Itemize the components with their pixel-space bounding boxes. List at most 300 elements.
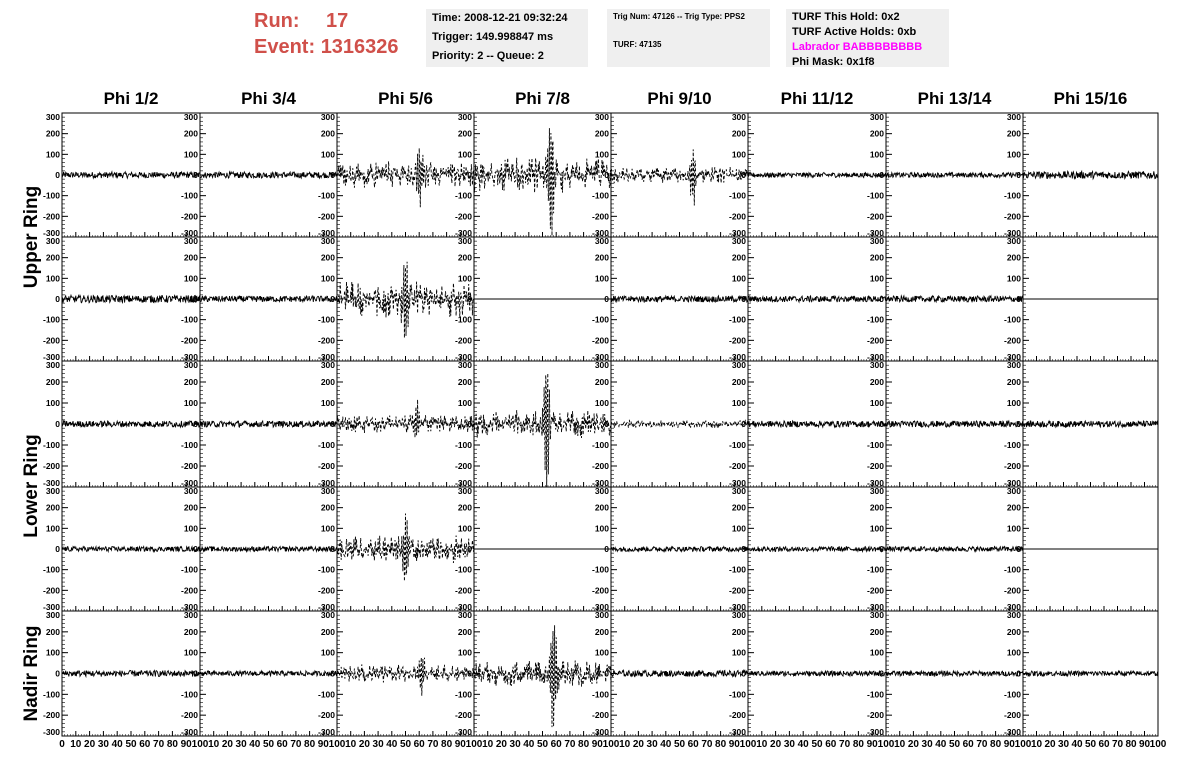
turf-text: TURF: 47135 bbox=[613, 40, 662, 49]
y-tick-label: 100 bbox=[457, 149, 472, 160]
y-tick-label: 200 bbox=[731, 252, 746, 263]
x-tick-label: 10 bbox=[208, 739, 220, 750]
y-tick-label: -200 bbox=[317, 585, 335, 596]
y-tick-label: -300 bbox=[454, 352, 472, 362]
y-tick-label: -200 bbox=[180, 585, 198, 596]
y-tick-label: -100 bbox=[591, 190, 609, 201]
x-tick-label: 50 bbox=[125, 739, 137, 750]
x-tick-label: 70 bbox=[153, 739, 165, 750]
y-tick-label: 0 bbox=[330, 170, 335, 180]
y-tick-label: 100 bbox=[731, 647, 746, 658]
y-tick-label: -200 bbox=[454, 335, 472, 346]
y-tick-label: -300 bbox=[866, 602, 884, 612]
y-tick-label: -100 bbox=[317, 190, 335, 201]
y-tick-label: -100 bbox=[317, 564, 335, 575]
x-tick-label: 90 bbox=[180, 739, 192, 750]
turf-this-hold-text: TURF This Hold: 0x2 bbox=[792, 11, 900, 23]
y-tick-label: 0 bbox=[55, 668, 60, 679]
y-tick-label: -100 bbox=[866, 564, 884, 575]
waveform-trace bbox=[337, 658, 474, 696]
x-tick-label: 100 bbox=[739, 739, 757, 750]
y-tick-label: -100 bbox=[42, 564, 60, 575]
waveform-trace bbox=[1023, 421, 1158, 427]
y-tick-label: 200 bbox=[45, 502, 60, 513]
y-tick-label: -200 bbox=[591, 585, 609, 596]
y-tick-label: 0 bbox=[467, 544, 472, 554]
y-tick-label: -200 bbox=[866, 335, 884, 346]
y-tick-label: 200 bbox=[731, 502, 746, 513]
phi-mask-text: Phi Mask: 0x1f8 bbox=[792, 56, 875, 68]
waveform-trace bbox=[62, 547, 200, 552]
y-tick-label: 100 bbox=[457, 647, 472, 658]
y-tick-label: 0 bbox=[741, 544, 746, 554]
waveform-trace bbox=[62, 172, 200, 178]
y-tick-label: -200 bbox=[591, 710, 609, 721]
y-tick-label: 0 bbox=[193, 170, 198, 180]
y-tick-label: -100 bbox=[591, 564, 609, 575]
y-tick-label: 100 bbox=[594, 647, 609, 658]
x-tick-label: 70 bbox=[976, 739, 988, 750]
y-tick-label: 0 bbox=[193, 544, 198, 554]
waveform-trace bbox=[611, 547, 748, 552]
y-tick-label: -300 bbox=[317, 352, 335, 362]
y-tick-label: 100 bbox=[183, 523, 198, 534]
y-tick-label: -100 bbox=[42, 314, 60, 325]
waveform-trace bbox=[337, 148, 474, 207]
y-tick-label: 0 bbox=[741, 668, 746, 679]
y-tick-label: 100 bbox=[869, 647, 884, 658]
x-tick-label: 0 bbox=[59, 739, 65, 750]
column-header: Phi 13/14 bbox=[917, 89, 992, 108]
y-tick-label: 0 bbox=[879, 544, 884, 554]
y-tick-label: 200 bbox=[1006, 626, 1021, 637]
y-tick-label: 300 bbox=[1006, 486, 1021, 496]
x-tick-label: 50 bbox=[1084, 739, 1097, 750]
run-value: 17 bbox=[326, 10, 349, 32]
y-tick-label: -100 bbox=[728, 689, 746, 700]
y-tick-label: -100 bbox=[180, 440, 198, 450]
waveform-trace bbox=[200, 671, 337, 676]
trig-num-text: Trig Num: 47126 -- Trig Type: PPS2 bbox=[613, 12, 745, 21]
y-tick-label: -200 bbox=[42, 461, 60, 471]
y-tick-label: -100 bbox=[1003, 564, 1021, 575]
y-tick-label: 0 bbox=[330, 419, 335, 429]
y-tick-label: 0 bbox=[55, 170, 60, 180]
y-tick-label: 300 bbox=[320, 610, 335, 620]
column-header: Phi 9/10 bbox=[647, 89, 712, 108]
x-tick-label: 10 bbox=[482, 739, 494, 750]
time-text: Time: 2008-12-21 09:32:24 bbox=[432, 12, 568, 24]
column-header: Phi 1/2 bbox=[103, 89, 159, 108]
y-tick-label: 200 bbox=[320, 128, 335, 139]
x-tick-label: 20 bbox=[1044, 739, 1056, 750]
y-tick-label: 200 bbox=[183, 252, 198, 263]
y-tick-label: -100 bbox=[1003, 190, 1021, 201]
waveform-trace bbox=[200, 296, 337, 302]
waveform-trace bbox=[748, 421, 886, 427]
y-tick-label: -100 bbox=[454, 564, 472, 575]
waveform-trace bbox=[748, 296, 886, 302]
y-tick-label: 200 bbox=[869, 377, 884, 387]
y-tick-label: 0 bbox=[55, 544, 60, 554]
y-tick-label: -300 bbox=[454, 478, 472, 488]
y-tick-label: -200 bbox=[1003, 461, 1021, 471]
x-tick-label: 70 bbox=[427, 739, 439, 750]
x-tick-label: 80 bbox=[166, 739, 178, 750]
y-tick-label: 300 bbox=[869, 610, 884, 620]
y-tick-label: 300 bbox=[594, 360, 609, 370]
y-tick-label: -100 bbox=[728, 190, 746, 201]
y-tick-label: 100 bbox=[869, 523, 884, 534]
x-tick-label: 10 bbox=[70, 739, 82, 750]
x-tick-label: 80 bbox=[852, 739, 864, 750]
x-tick-label: 50 bbox=[262, 739, 275, 750]
y-tick-label: -100 bbox=[866, 440, 884, 450]
waveform-trace bbox=[886, 421, 1023, 427]
x-tick-label: 30 bbox=[509, 739, 521, 750]
x-tick-label: 50 bbox=[399, 739, 412, 750]
y-tick-label: -200 bbox=[42, 585, 60, 596]
y-tick-label: -300 bbox=[42, 228, 60, 238]
x-tick-label: 100 bbox=[1014, 739, 1032, 750]
y-tick-label: -200 bbox=[454, 585, 472, 596]
y-tick-label: 200 bbox=[731, 128, 746, 139]
waveform-trace bbox=[886, 296, 1023, 302]
y-tick-label: 200 bbox=[594, 252, 609, 263]
y-tick-label: 200 bbox=[457, 377, 472, 387]
ring-label: Upper Ring bbox=[21, 185, 42, 289]
y-tick-label: -100 bbox=[317, 314, 335, 325]
x-tick-label: 70 bbox=[564, 739, 576, 750]
x-tick-label: 20 bbox=[221, 739, 233, 750]
y-tick-label: 100 bbox=[1006, 273, 1021, 284]
y-tick-label: 300 bbox=[183, 112, 198, 122]
x-tick-label: 70 bbox=[839, 739, 851, 750]
y-tick-label: -100 bbox=[454, 314, 472, 325]
y-tick-label: 300 bbox=[320, 360, 335, 370]
y-tick-label: -200 bbox=[591, 335, 609, 346]
x-tick-label: 30 bbox=[646, 739, 658, 750]
y-tick-label: -300 bbox=[180, 478, 198, 488]
y-tick-label: 0 bbox=[604, 294, 609, 304]
x-tick-label: 100 bbox=[602, 739, 620, 750]
y-tick-label: -200 bbox=[454, 710, 472, 721]
y-tick-label: -300 bbox=[180, 352, 198, 362]
x-tick-label: 20 bbox=[907, 739, 919, 750]
y-tick-label: 100 bbox=[1006, 398, 1021, 408]
y-tick-label: -100 bbox=[866, 689, 884, 700]
x-tick-label: 30 bbox=[921, 739, 933, 750]
waveform-trace bbox=[1023, 171, 1158, 178]
y-tick-label: 300 bbox=[731, 236, 746, 246]
y-tick-label: -200 bbox=[866, 585, 884, 596]
y-tick-label: -300 bbox=[42, 478, 60, 488]
x-tick-label: 20 bbox=[632, 739, 644, 750]
y-tick-label: -100 bbox=[180, 564, 198, 575]
waveform-trace bbox=[474, 128, 611, 236]
x-tick-label: 90 bbox=[1003, 739, 1015, 750]
x-tick-label: 90 bbox=[317, 739, 329, 750]
y-tick-label: -300 bbox=[454, 727, 472, 737]
x-tick-label: 50 bbox=[673, 739, 686, 750]
y-tick-label: 0 bbox=[604, 668, 609, 679]
x-tick-label: 30 bbox=[235, 739, 247, 750]
y-tick-label: 300 bbox=[1006, 112, 1021, 122]
y-tick-label: -200 bbox=[591, 211, 609, 222]
y-tick-label: 100 bbox=[1006, 523, 1021, 534]
y-tick-label: -100 bbox=[866, 190, 884, 201]
y-tick-label: 200 bbox=[869, 128, 884, 139]
y-tick-label: 300 bbox=[1006, 236, 1021, 246]
column-header: Phi 5/6 bbox=[378, 89, 433, 108]
waveform-trace bbox=[748, 671, 886, 676]
x-tick-label: 10 bbox=[619, 739, 631, 750]
x-tick-label: 80 bbox=[441, 739, 453, 750]
y-tick-label: 200 bbox=[1006, 128, 1021, 139]
y-tick-label: 300 bbox=[320, 112, 335, 122]
y-tick-label: -100 bbox=[728, 564, 746, 575]
y-tick-label: 300 bbox=[731, 610, 746, 620]
x-tick-label: 60 bbox=[276, 739, 288, 750]
y-tick-label: -300 bbox=[728, 352, 746, 362]
y-tick-label: 0 bbox=[741, 294, 746, 304]
y-tick-label: -100 bbox=[317, 440, 335, 450]
x-tick-label: 80 bbox=[578, 739, 590, 750]
y-tick-label: 200 bbox=[457, 502, 472, 513]
y-tick-label: 200 bbox=[869, 502, 884, 513]
waveform-trace bbox=[474, 625, 611, 727]
y-tick-label: 300 bbox=[320, 486, 335, 496]
column-header: Phi 15/16 bbox=[1053, 89, 1128, 108]
priority-text: Priority: 2 -- Queue: 2 bbox=[432, 50, 544, 62]
y-tick-label: 300 bbox=[594, 236, 609, 246]
y-tick-label: 300 bbox=[320, 236, 335, 246]
y-tick-label: -100 bbox=[728, 440, 746, 450]
y-tick-label: 100 bbox=[594, 398, 609, 408]
y-tick-label: 200 bbox=[320, 377, 335, 387]
y-tick-label: -300 bbox=[1003, 602, 1021, 612]
y-tick-label: 100 bbox=[594, 149, 609, 160]
y-tick-label: -300 bbox=[1003, 352, 1021, 362]
x-tick-label: 100 bbox=[191, 739, 209, 750]
y-tick-label: -200 bbox=[317, 211, 335, 222]
y-tick-label: 0 bbox=[1016, 544, 1021, 554]
y-tick-label: 100 bbox=[183, 149, 198, 160]
y-tick-label: -300 bbox=[866, 478, 884, 488]
y-tick-label: -200 bbox=[728, 211, 746, 222]
y-tick-label: -100 bbox=[454, 689, 472, 700]
y-tick-label: -200 bbox=[317, 710, 335, 721]
x-tick-label: 10 bbox=[894, 739, 906, 750]
y-tick-label: -200 bbox=[454, 211, 472, 222]
y-tick-label: 300 bbox=[183, 236, 198, 246]
y-tick-label: 300 bbox=[731, 112, 746, 122]
y-tick-label: 100 bbox=[320, 149, 335, 160]
x-tick-label: 40 bbox=[660, 739, 672, 750]
y-tick-label: 100 bbox=[45, 273, 60, 284]
y-tick-label: -200 bbox=[591, 461, 609, 471]
y-tick-label: -300 bbox=[866, 228, 884, 238]
y-tick-label: 200 bbox=[869, 626, 884, 637]
y-tick-label: -200 bbox=[317, 335, 335, 346]
y-tick-label: -200 bbox=[1003, 710, 1021, 721]
y-tick-label: -300 bbox=[317, 228, 335, 238]
y-tick-label: -100 bbox=[591, 689, 609, 700]
y-tick-label: -200 bbox=[42, 211, 60, 222]
y-tick-label: -200 bbox=[866, 710, 884, 721]
y-tick-label: 0 bbox=[467, 294, 472, 304]
x-tick-label: 60 bbox=[1098, 739, 1110, 750]
event-value: 1316326 bbox=[320, 36, 399, 58]
y-tick-label: 300 bbox=[869, 486, 884, 496]
y-tick-label: 200 bbox=[731, 626, 746, 637]
y-tick-label: 0 bbox=[879, 294, 884, 304]
y-tick-label: -300 bbox=[591, 352, 609, 362]
x-tick-label: 80 bbox=[1125, 739, 1137, 750]
y-tick-label: 200 bbox=[320, 252, 335, 263]
y-tick-label: 200 bbox=[320, 502, 335, 513]
waveform-trace bbox=[611, 420, 748, 428]
y-tick-label: -200 bbox=[866, 211, 884, 222]
y-tick-label: -300 bbox=[1003, 228, 1021, 238]
y-tick-label: 100 bbox=[731, 398, 746, 408]
x-tick-label: 10 bbox=[345, 739, 357, 750]
y-tick-label: -200 bbox=[42, 710, 60, 721]
x-tick-label: 50 bbox=[536, 739, 549, 750]
waveform-trace bbox=[62, 421, 200, 427]
y-tick-label: 100 bbox=[320, 647, 335, 658]
y-tick-label: -300 bbox=[180, 602, 198, 612]
waveform-trace bbox=[886, 671, 1023, 676]
y-tick-label: -100 bbox=[454, 440, 472, 450]
y-tick-label: -200 bbox=[180, 211, 198, 222]
waveform-trace bbox=[886, 173, 1023, 178]
y-tick-label: 200 bbox=[45, 128, 60, 139]
y-tick-label: 100 bbox=[1006, 647, 1021, 658]
x-tick-label: 60 bbox=[687, 739, 699, 750]
y-tick-label: -300 bbox=[42, 352, 60, 362]
column-header: Phi 11/12 bbox=[780, 89, 854, 108]
waveform-trace bbox=[62, 295, 200, 302]
y-tick-label: 300 bbox=[594, 112, 609, 122]
y-tick-label: 300 bbox=[1006, 610, 1021, 620]
y-tick-label: 200 bbox=[183, 502, 198, 513]
y-tick-label: 300 bbox=[1006, 360, 1021, 370]
y-tick-label: 200 bbox=[183, 128, 198, 139]
y-tick-label: 0 bbox=[604, 419, 609, 429]
y-tick-label: 100 bbox=[183, 273, 198, 284]
column-header: Phi 7/8 bbox=[515, 89, 570, 108]
y-tick-label: -300 bbox=[591, 602, 609, 612]
event-label: Event: bbox=[254, 36, 316, 58]
y-tick-label: 100 bbox=[869, 398, 884, 408]
waveform-trace bbox=[611, 296, 748, 302]
y-tick-label: 300 bbox=[45, 236, 60, 246]
y-tick-label: 300 bbox=[457, 486, 472, 496]
y-tick-label: 0 bbox=[330, 668, 335, 679]
y-tick-label: 200 bbox=[731, 377, 746, 387]
y-tick-label: 300 bbox=[45, 486, 60, 496]
y-tick-label: 0 bbox=[604, 544, 609, 554]
x-tick-label: 40 bbox=[1071, 739, 1083, 750]
waveform-trace bbox=[474, 373, 611, 487]
y-tick-label: -300 bbox=[180, 228, 198, 238]
y-tick-label: -200 bbox=[866, 461, 884, 471]
y-tick-label: 0 bbox=[1016, 668, 1021, 679]
y-tick-label: -100 bbox=[1003, 314, 1021, 325]
y-tick-label: -300 bbox=[180, 727, 198, 737]
y-tick-label: 300 bbox=[731, 360, 746, 370]
y-tick-label: 200 bbox=[457, 128, 472, 139]
waveform-trace bbox=[611, 149, 748, 205]
waveform-trace bbox=[1023, 671, 1158, 676]
y-tick-label: 100 bbox=[45, 647, 60, 658]
y-tick-label: 200 bbox=[1006, 502, 1021, 513]
y-tick-label: 100 bbox=[183, 647, 198, 658]
x-tick-label: 50 bbox=[811, 739, 823, 750]
x-tick-label: 100 bbox=[465, 739, 483, 750]
x-tick-label: 90 bbox=[1138, 739, 1151, 750]
x-tick-label: 30 bbox=[1057, 739, 1070, 750]
y-tick-label: 0 bbox=[467, 170, 472, 180]
y-tick-label: -300 bbox=[728, 602, 746, 612]
y-tick-label: -300 bbox=[317, 602, 335, 612]
y-tick-label: -300 bbox=[591, 228, 609, 238]
y-tick-label: -300 bbox=[728, 727, 746, 737]
y-tick-label: -200 bbox=[42, 335, 60, 346]
y-tick-label: -300 bbox=[42, 602, 60, 612]
y-tick-label: -300 bbox=[1003, 478, 1021, 488]
x-tick-label: 50 bbox=[948, 739, 961, 750]
x-tick-label: 90 bbox=[454, 739, 466, 750]
y-tick-label: -200 bbox=[180, 335, 198, 346]
y-tick-label: 100 bbox=[731, 149, 746, 160]
x-tick-label: 100 bbox=[1149, 739, 1167, 750]
y-tick-label: 0 bbox=[330, 544, 335, 554]
waveform-trace bbox=[748, 173, 886, 178]
y-tick-label: 100 bbox=[45, 149, 60, 160]
y-tick-label: 300 bbox=[594, 610, 609, 620]
waveform-trace bbox=[62, 670, 200, 676]
y-tick-label: 200 bbox=[594, 626, 609, 637]
y-tick-label: -300 bbox=[1003, 727, 1021, 737]
x-tick-label: 20 bbox=[770, 739, 782, 750]
y-tick-label: 0 bbox=[193, 419, 198, 429]
x-tick-label: 40 bbox=[111, 739, 123, 750]
y-tick-label: 100 bbox=[869, 149, 884, 160]
x-tick-label: 90 bbox=[866, 739, 878, 750]
y-tick-label: 200 bbox=[183, 377, 198, 387]
y-tick-label: 200 bbox=[1006, 252, 1021, 263]
waveform-trace bbox=[200, 421, 337, 427]
y-tick-label: -300 bbox=[454, 602, 472, 612]
x-tick-label: 30 bbox=[783, 739, 795, 750]
y-tick-label: -300 bbox=[317, 478, 335, 488]
x-tick-label: 90 bbox=[591, 739, 603, 750]
ring-label: Lower Ring bbox=[21, 434, 42, 538]
y-tick-label: 0 bbox=[193, 294, 198, 304]
y-tick-label: -300 bbox=[454, 228, 472, 238]
x-tick-label: 80 bbox=[715, 739, 727, 750]
x-tick-label: 40 bbox=[249, 739, 261, 750]
y-tick-label: 0 bbox=[1016, 294, 1021, 304]
y-tick-label: 100 bbox=[594, 523, 609, 534]
y-tick-label: 200 bbox=[594, 377, 609, 387]
x-tick-label: 30 bbox=[372, 739, 384, 750]
y-tick-label: -200 bbox=[180, 710, 198, 721]
x-tick-label: 20 bbox=[495, 739, 507, 750]
y-tick-label: 100 bbox=[457, 523, 472, 534]
